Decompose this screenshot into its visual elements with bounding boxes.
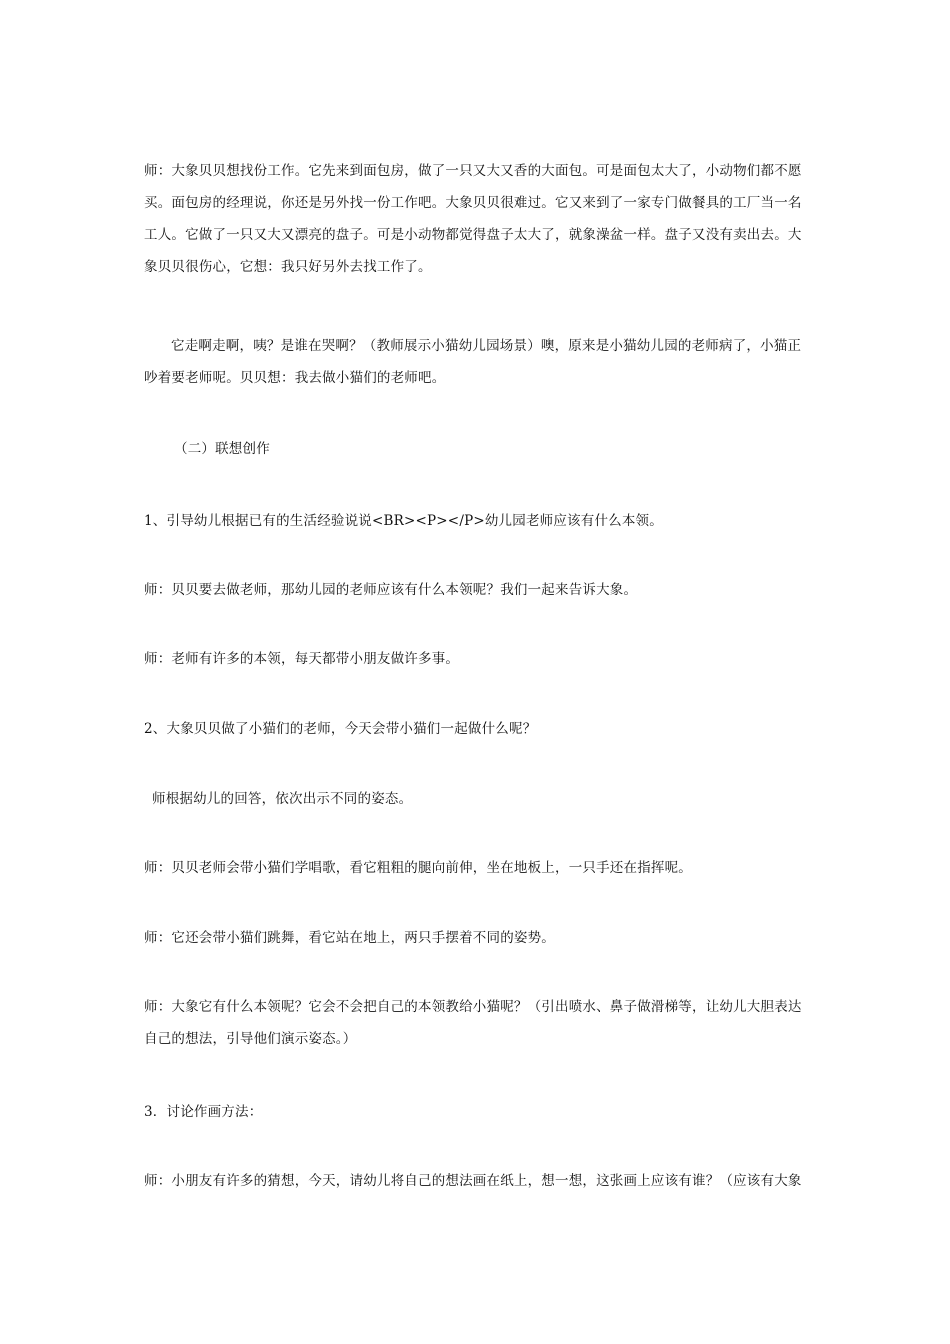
- paragraph-step-1: 1、引导幼儿根据已有的生活经验说说<BR><P></P>幼儿园老师应该有什么本领。: [144, 513, 663, 529]
- paragraph-story-part-2: 它走啊走啊，咦？是谁在哭啊？（教师展示小猫幼儿园场景）噢，原来是小猫幼儿园的老师病了，小猫正吵着要老师呢。贝贝想：我去做小猫们的老师吧。: [144, 338, 802, 386]
- paragraph-step-3: 3．讨论作画方法：: [144, 1104, 263, 1120]
- paragraph-teacher-6: 师：小朋友有许多的猜想，今天，请幼儿将自己的想法画在纸上，想一想，这张画上应该有谁？（应该有大象: [144, 1173, 802, 1189]
- section-heading-association: （二）联想创作: [174, 441, 270, 457]
- paragraph-teacher-2: 师：老师有许多的本领，每天都带小朋友做许多事。: [144, 651, 460, 667]
- paragraph-step-2: 2、大象贝贝做了小猫们的老师，今天会带小猫们一起做什么呢？: [144, 721, 537, 737]
- paragraph-teacher-3: 师：贝贝老师会带小猫们学唱歌，看它粗粗的腿向前伸，坐在地板上，一只手还在指挥呢。: [144, 860, 692, 876]
- paragraph-teacher-1: 师：贝贝要去做老师，那幼儿园的老师应该有什么本领呢？我们一起来告诉大象。: [144, 582, 638, 598]
- paragraph-story-part-1: 师：大象贝贝想找份工作。它先来到面包房，做了一只又大又香的大面包。可是面包太大了，小动物们都不愿买。面包房的经理说，你还是另外找一份工作吧。大象贝贝很难过。它又来到了一家专门做餐具的工厂当一名工人。它做了一只又大又漂亮的盘子。可是小动物都觉得盘子太大了，就象澡盆一样。盘子又没有卖出去。大象贝贝很伤心，它想：我只好另外去找工作了。: [144, 163, 802, 275]
- paragraph-teacher-note: 师根据幼儿的回答，依次出示不同的姿态。: [152, 791, 413, 807]
- paragraph-teacher-5: 师：大象它有什么本领呢？它会不会把自己的本领教给小猫呢？（引出喷水、鼻子做滑梯等，让幼儿大胆表达自己的想法，引导他们演示姿态。）: [144, 999, 802, 1047]
- paragraph-teacher-4: 师：它还会带小猫们跳舞，看它站在地上，两只手摆着不同的姿势。: [144, 930, 555, 946]
